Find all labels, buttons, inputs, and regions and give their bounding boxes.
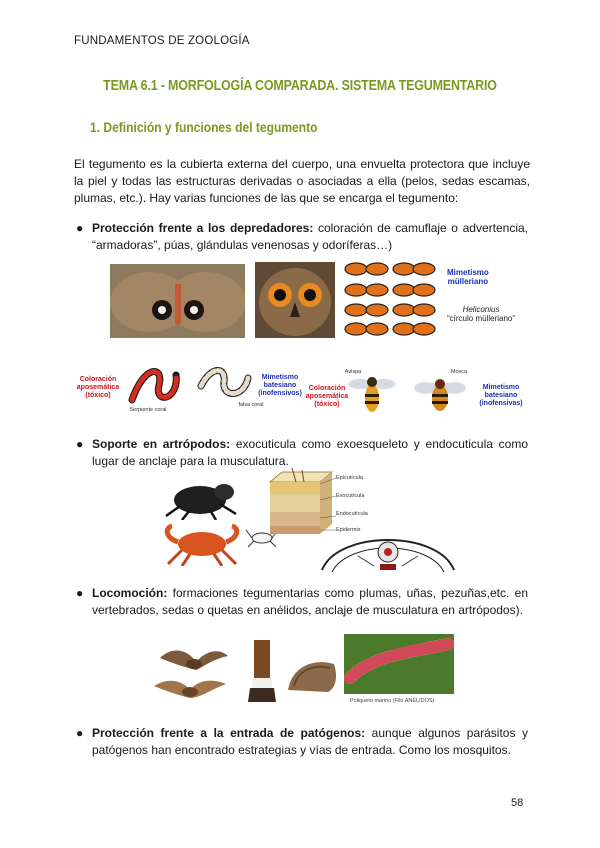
polychaete-caption: Poliqueto marino (Filo ANÉLIDOS) (350, 698, 435, 704)
bullet-dot: ● (76, 586, 84, 600)
bullet-dot: ● (76, 437, 84, 451)
bullet-text: coloración de camuflaje o advertencia, “armadoras”, púas, glándulas venenosas y odoríferas…) (92, 221, 528, 252)
bullet-pathogens (76, 725, 528, 759)
bullet-bold: Soporte en artrópodos: (92, 437, 231, 451)
intro-paragraph: El tegumento es la cubierta externa del cuerpo, una envuelta protectora que incluye la piel y todas las estructuras derivadas o asociadas a ella (pelos, sedas escamas, plumas, etc.). Hay varias funciones de las que se encarga el tegumento: (74, 157, 530, 205)
bullet-dot: ● (76, 726, 84, 740)
polychaete-worm-photo (344, 634, 454, 694)
aposematic-label-snake: Coloración aposemática (tóxico) (76, 376, 120, 399)
chapter-title: TEMA 6.1 - MORFOLOGÍA COMPARADA. SISTEMA TEGUMENTARIO (103, 78, 497, 94)
bullet-text: formaciones tegumentarias como plumas, uñas, pezuñas,etc. en vertebrados, sedas o quetas en anélidos, anclaje de musculatura en artrópodos). (92, 586, 528, 617)
hoof-specimen-photo (284, 656, 340, 696)
mullerian-circle-label: “círculo mülleriano” (447, 314, 516, 323)
false-coral-caption: falsa coral (238, 402, 264, 408)
cuticle-label-4: Epidermis (336, 527, 361, 533)
fly-caption: Mosca (450, 369, 468, 375)
wasp-caption: Avispa (344, 369, 362, 375)
bullet-bold: Protección frente a los depredadores: (92, 221, 314, 235)
beetle-photo (160, 476, 240, 520)
bullet-text: exocuticula como exoesqueleto y endocuticula como lugar de anclaje para la musculatura. (92, 437, 528, 468)
wasp-photo (346, 370, 398, 414)
mimicry-title-text: Mimetismo mülleriano (447, 268, 489, 286)
crab-photo (162, 520, 242, 566)
arthropod-muscle-attachment-diagram (318, 526, 458, 580)
cuticle-label-1: Epicutícula (336, 475, 363, 481)
heliconius-species: Heliconius (462, 305, 500, 314)
batesian-label-insects: Mimetismo batesiano (inofensivas) (479, 384, 523, 407)
flying-birds-photo (150, 642, 230, 702)
bullet-predators (76, 220, 528, 254)
heliconius-label (447, 305, 515, 323)
bullet-arthropod-support (76, 436, 528, 470)
heliconius-butterflies-photo (344, 260, 436, 338)
false-coral-snake-photo (196, 364, 254, 402)
horse-hoof-photo (246, 640, 278, 704)
aposematic-label-wasp: Coloración aposemática (tóxico) (305, 385, 349, 408)
bullet-locomotion (76, 585, 528, 619)
section-heading: 1. Definición y funciones del tegumento (90, 119, 318, 135)
moth-eyespot-photo (110, 264, 245, 338)
bullet-text: aunque algunos parásitos y patógenos han encontrado estrategias y vías de entrada. Como los mosquitos. (92, 726, 528, 757)
cuticle-label-3: Endocutícula (336, 511, 368, 517)
mimicry-mullerian-label (447, 268, 489, 286)
bullet-bold: Locomoción: (92, 586, 168, 600)
running-header: FUNDAMENTOS DE ZOOLOGÍA (74, 35, 250, 47)
coral-snake-photo (124, 360, 184, 410)
page-number: 58 (511, 797, 524, 809)
cuticle-label-2: Exocutícula (336, 493, 365, 499)
batesian-label-snake: Mimetismo batesiano (inofensivos) (258, 374, 302, 397)
owl-photo (255, 262, 335, 338)
coral-snake-caption: Serpiente coral (129, 407, 167, 413)
bullet-bold: Protección frente a la entrada de patógenos: (92, 726, 366, 740)
bullet-dot: ● (76, 221, 84, 235)
hoverfly-photo (414, 372, 466, 414)
